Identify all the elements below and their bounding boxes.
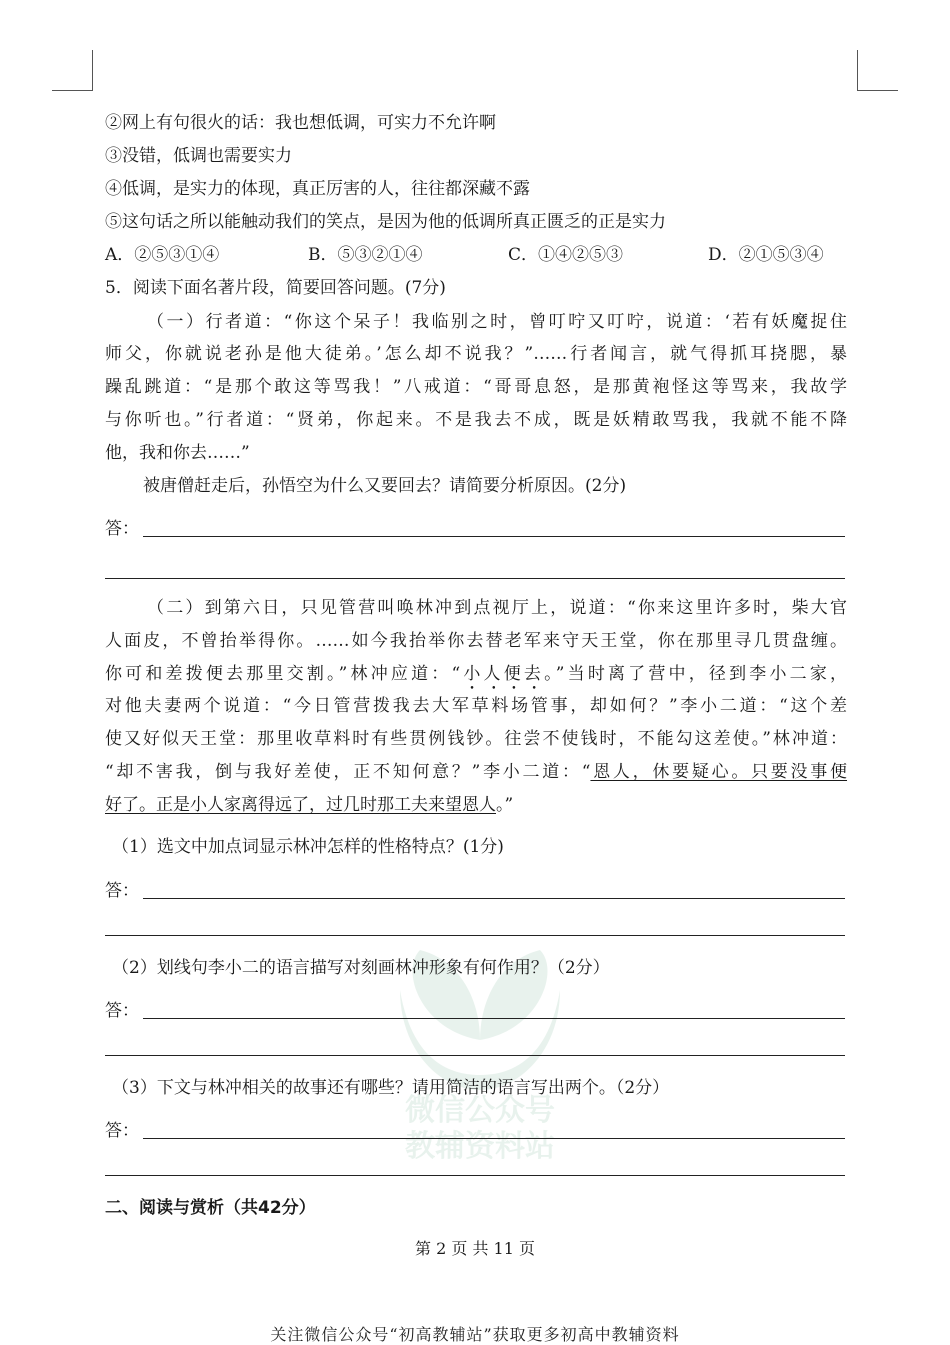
passage2-line3 (105, 662, 847, 694)
passage2-line6 (105, 760, 847, 784)
passage1-line4: 与你听也。”行者道：“贤弟，你起来。不是我去不成，既是妖精敢骂我，我就不能不降 (105, 410, 847, 430)
answer-label-2: 答： (105, 881, 139, 901)
dotted-words: 小人便去 (460, 664, 545, 684)
passage2-line1: （二）到第六日，只见管营叫唤林冲到点视厅上，说道：“你来这里许多时，柴大官 (147, 598, 847, 618)
passage1-line2: 师父，你就说老孙是他大徒弟。’怎么却不说我？”……行者闻言，就气得抓耳挠腮，暴 (105, 344, 847, 364)
watermark-line1: 微信公众号 (405, 1093, 555, 1128)
passage2-line3-c: 。”当时离了营中，径到李小二家， (544, 664, 847, 684)
passage2-line4: 对他夫妻两个说道：“今日管营拨我去大军草料场管事，却如何？”李小二道：“这个差 (105, 696, 847, 716)
sub-question-1: （1）选文中加点词显示林冲怎样的性格特点？(1分) (112, 837, 504, 857)
answer-line[interactable] (143, 536, 845, 537)
answer-label-1: 答： (105, 519, 139, 539)
underlined-sentence-cont: 好了。正是小人家离得远了，过几时那工夫来望恩人 (105, 795, 496, 815)
passage2-line3-a: 你可和差拨便去那里交割。”林冲应道：“ (105, 664, 461, 684)
option-d: D．②①⑤③④ (708, 245, 824, 265)
passage1-line1: （一）行者道：“你这个呆子！我临别之时，曾叮咛又叮咛，说道：‘若有妖魔捉住 (147, 312, 847, 332)
sub-question-2: （2）划线句李小二的语言描写对刻画林冲形象有何作用？（2分） (112, 958, 610, 978)
answer-line[interactable] (105, 578, 845, 579)
answer-line[interactable] (105, 1055, 845, 1056)
answer-label-3: 答： (105, 1001, 139, 1021)
list-item-2: ②网上有句很火的话：我也想低调，可实力不允许啊 (105, 113, 496, 133)
answer-line[interactable] (105, 935, 845, 936)
option-a: A．②⑤③①④ (105, 245, 220, 265)
wechat-note: 关注微信公众号“初高教辅站”获取更多初高中教辅资料 (270, 1325, 680, 1344)
answer-options (105, 243, 845, 267)
passage2-line7 (105, 793, 513, 817)
passage2-line7-end: 。” (496, 795, 514, 815)
answer-label-4: 答： (105, 1121, 139, 1141)
underlined-sentence: 恩人，休要疑心。只要没事便 (590, 762, 848, 782)
watermark-line2: 教辅资料站 (405, 1129, 555, 1160)
passage2-line5: 使又好似天王堂：那里收草料时有些贯例钱钞。往尝不使钱时，不能勾这差使。”林冲道： (105, 729, 847, 749)
answer-line[interactable] (143, 898, 845, 899)
answer-line[interactable] (143, 1138, 845, 1139)
answer-line[interactable] (143, 1018, 845, 1019)
section-2-title: 二、阅读与赏析（共42分） (105, 1198, 316, 1218)
list-item-4: ④低调，是实力的体现，真正厉害的人，往往都深藏不露 (105, 179, 530, 199)
sub-question-3: （3）下文与林冲相关的故事还有哪些？请用简洁的语言写出两个。（2分） (112, 1078, 670, 1098)
crop-mark-top-right (857, 50, 898, 91)
option-c: C．①④②⑤③ (508, 245, 624, 265)
passage2-line6-a: “却不害我，倒与我好差使，正不知何意？”李小二道：“ (105, 762, 591, 782)
passage2-line2: 人面皮，不曾抬举得你。……如今我抬举你去替老军来守天王堂，你在那里寻几贯盘缠。 (105, 631, 847, 651)
page-number: 第 2 页 共 11 页 (415, 1239, 535, 1258)
list-item-3: ③没错，低调也需要实力 (105, 146, 292, 166)
passage1-line5: 他，我和你去……” (105, 443, 250, 463)
option-b: B．⑤③②①④ (308, 245, 423, 265)
crop-mark-top-left (52, 50, 93, 91)
question-5-title: 5．阅读下面名著片段，简要回答问题。(7分) (105, 278, 446, 298)
answer-line[interactable] (105, 1175, 845, 1176)
passage1-line3: 躁乱跳道：“是那个敢这等骂我！”八戒道：“哥哥息怒，是那黄袍怪这等骂来，我故学 (105, 377, 847, 397)
passage1-question: 被唐僧赶走后，孙悟空为什么又要回去？请简要分析原因。(2分) (143, 476, 627, 496)
list-item-5: ⑤这句话之所以能触动我们的笑点，是因为他的低调所真正匮乏的正是实力 (105, 212, 666, 232)
